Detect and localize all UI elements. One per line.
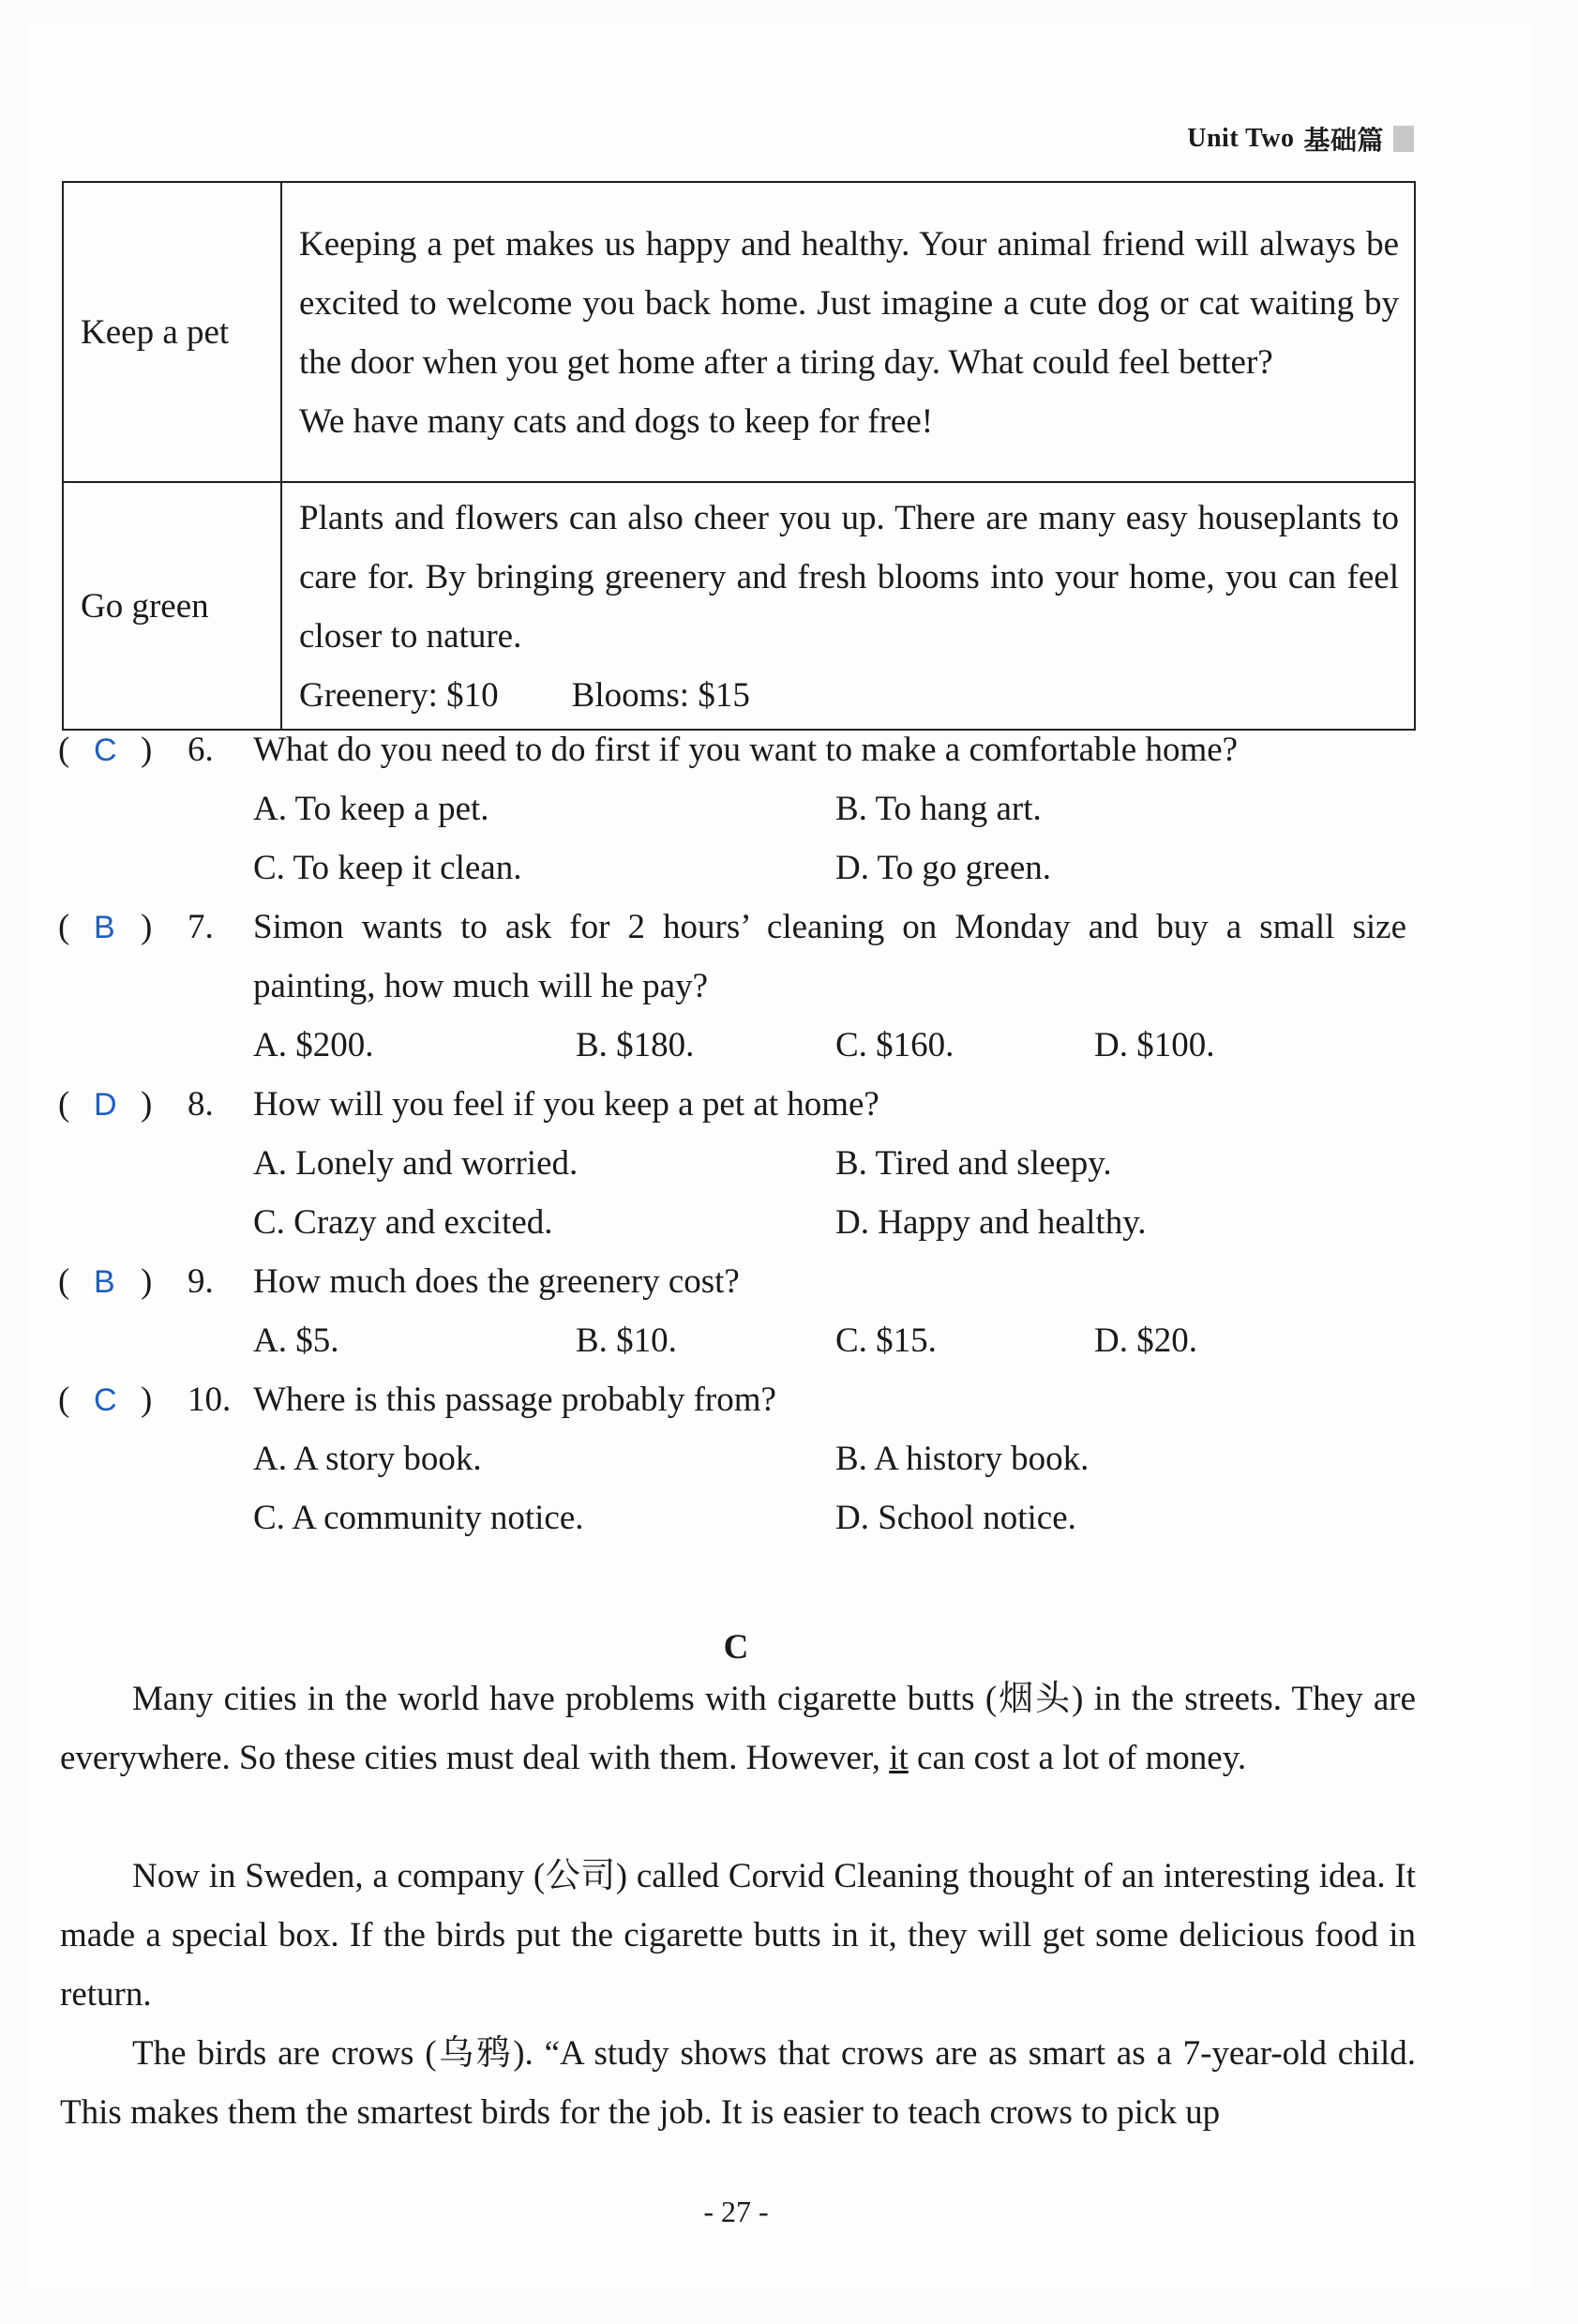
header-section: 基础篇 bbox=[1303, 127, 1384, 156]
header-unit: Unit Two bbox=[1187, 124, 1295, 153]
answer-mark: D bbox=[94, 1087, 117, 1123]
question-stem: Simon wants to ask for 2 hours’ cleaning on Monday and buy a small size bbox=[253, 908, 1406, 946]
section-title: C bbox=[723, 1628, 749, 1667]
answer-mark: C bbox=[94, 1382, 117, 1418]
header-mark bbox=[1393, 126, 1414, 152]
option: B. To hang art. bbox=[835, 790, 1042, 828]
option: C. Crazy and excited. bbox=[253, 1203, 553, 1242]
passage-paragraph-3: The birds are crows (乌鸦). “A study shows that crows are as smart as a 7-year-old child. This makes them the smartest birds for the job. It is easier to teach crows to pick up bbox=[60, 2034, 1416, 2132]
option: A. $200. bbox=[253, 1026, 374, 1064]
greenery-price: Greenery: $10 bbox=[299, 676, 499, 715]
question-stem: Where is this passage probably from? bbox=[253, 1381, 776, 1419]
question-stem: How much does the greenery cost? bbox=[253, 1262, 740, 1301]
option: B. $180. bbox=[576, 1026, 695, 1064]
question-number: 10. bbox=[188, 1381, 232, 1419]
question-number: 9. bbox=[188, 1262, 214, 1301]
answer-mark: B bbox=[94, 910, 115, 945]
option: D. School notice. bbox=[835, 1499, 1076, 1537]
row-label: Keep a pet bbox=[63, 182, 281, 482]
running-header bbox=[1187, 120, 1414, 158]
row-content bbox=[281, 182, 1415, 482]
option: D. $20. bbox=[1094, 1321, 1197, 1360]
question-number: 6. bbox=[188, 731, 214, 769]
row-text: We have many cats and dogs to keep for free! bbox=[299, 402, 934, 441]
row-label: Go green bbox=[63, 482, 281, 730]
underlined-word: it bbox=[889, 1739, 909, 1777]
question-number: 8. bbox=[188, 1085, 214, 1124]
option: A. Lonely and worried. bbox=[253, 1144, 579, 1183]
option: A. A story book. bbox=[253, 1440, 482, 1478]
option: C. A community notice. bbox=[253, 1499, 584, 1537]
passage-paragraph-2: Now in Sweden, a company (公司) called Corvid Cleaning thought of an interesting idea. It made a special box. If the birds put the cigarette butts in it, they will get some delicious food in return. bbox=[60, 1857, 1416, 2014]
option: C. To keep it clean. bbox=[253, 849, 522, 887]
row-text: Keeping a pet makes us happy and healthy. Your animal friend will always be excited to welcome you back home. Just imagine a cute dog or cat waiting by the door when you get home after a tiring day. What could feel better? bbox=[299, 225, 1399, 382]
option: C. $160. bbox=[835, 1026, 954, 1064]
option: D. $100. bbox=[1094, 1026, 1215, 1064]
row-text: Plants and flowers can also cheer you up. There are many easy houseplants to care for. By bringing greenery and fresh blooms into your home, you can feel closer to nature. bbox=[299, 499, 1399, 656]
table-row-keep-pet bbox=[63, 182, 1415, 482]
option: D. Happy and healthy. bbox=[835, 1203, 1147, 1242]
option: D. To go green. bbox=[835, 849, 1051, 887]
option: B. A history book. bbox=[835, 1440, 1090, 1478]
notice-table bbox=[62, 181, 1416, 731]
passage-paragraph-1: Many cities in the world have problems with cigarette butts (烟头) in the streets. They are everywhere. So these cities must deal with them. However, it can cost a lot of money. bbox=[60, 1680, 1416, 1777]
question-number: 7. bbox=[188, 908, 214, 946]
blooms-price: Blooms: $15 bbox=[571, 676, 750, 715]
option: B. Tired and sleepy. bbox=[835, 1144, 1112, 1183]
answer-mark: B bbox=[94, 1264, 115, 1300]
question-stem: How will you feel if you keep a pet at home? bbox=[253, 1085, 879, 1124]
table-row-go-green bbox=[63, 482, 1415, 730]
answer-mark: C bbox=[94, 732, 117, 768]
question-stem: What do you need to do first if you want to make a comfortable home? bbox=[253, 731, 1239, 769]
page-number: - 27 - bbox=[703, 2195, 769, 2228]
question-stem-cont: painting, how much will he pay? bbox=[253, 967, 709, 1005]
row-content bbox=[281, 482, 1415, 730]
option: C. $15. bbox=[835, 1321, 937, 1360]
option: B. $10. bbox=[576, 1321, 677, 1360]
price-line bbox=[299, 666, 1399, 725]
option: A. $5. bbox=[253, 1321, 339, 1360]
option: A. To keep a pet. bbox=[253, 790, 489, 828]
